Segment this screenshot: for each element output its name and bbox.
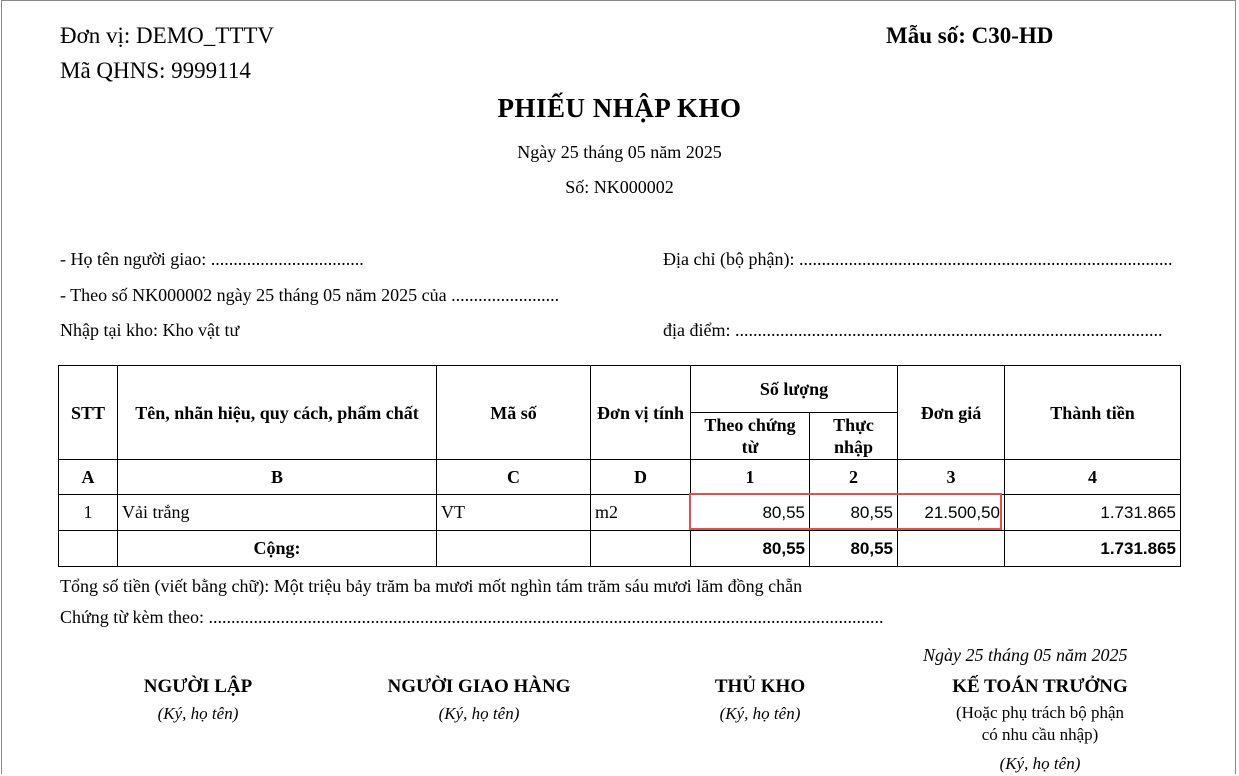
preparer-note: (Ký, họ tên) [157, 704, 239, 723]
total-row [59, 531, 1181, 567]
col-letter: C [437, 460, 591, 495]
col-letter: D [591, 460, 691, 495]
signature-deliverer [358, 676, 600, 724]
storekeeper-note: (Ký, họ tên) [719, 704, 801, 723]
total-unit-empty [591, 531, 691, 567]
row-code: VT [437, 495, 591, 531]
accountant-extra-2: có nhu cầu nhập) [981, 725, 1099, 744]
location-line: địa điểm: ............................................................................................... [663, 320, 1163, 340]
form-code: Mẫu số: C30-HD [886, 23, 1054, 48]
col-letter: 2 [810, 460, 898, 495]
address-line: Địa chỉ (bộ phận): ................................................................................... [663, 249, 1173, 269]
row-qty-actual: 80,55 [810, 495, 898, 531]
column-letters-row [59, 460, 1181, 495]
col-letter: A [59, 460, 118, 495]
preparer-title: NGƯỜI LẬP [143, 676, 253, 697]
total-qty-actual: 80,55 [810, 531, 898, 567]
unit-name: Đơn vị: DEMO_TTTV [60, 23, 275, 48]
header-amount: Thành tiền [1005, 366, 1181, 460]
header-quantity: Số lượng [691, 366, 898, 413]
items-table [58, 365, 1181, 567]
deliverer-line: - Họ tên người giao: .................................. [60, 249, 364, 269]
total-amount: 1.731.865 [1005, 531, 1181, 567]
header-unit: Đơn vị tính [591, 366, 691, 460]
attached-docs: Chứng từ kèm theo: ...................................................................................................................................................... [60, 607, 884, 627]
total-code-empty [437, 531, 591, 567]
row-amount: 1.731.865 [1005, 495, 1181, 531]
table-row [59, 495, 1181, 531]
document-title: PHIẾU NHẬP KHO [497, 93, 742, 123]
reference-line: - Theo số NK000002 ngày 25 tháng 05 năm 2025 của ........................ [60, 285, 560, 305]
total-qty-doc: 80,55 [691, 531, 810, 567]
header-price: Đơn giá [898, 366, 1005, 460]
amount-in-words: Tổng số tiền (viết bằng chữ): Một triệu bảy trăm ba mươi mốt nghìn tám trăm sáu mươi lăm đồng chẵn [60, 576, 803, 596]
deliverer-title: NGƯỜI GIAO HÀNG [387, 676, 571, 697]
accountant-title: KẾ TOÁN TRƯỞNG [952, 676, 1128, 697]
total-label: Cộng: [118, 531, 437, 567]
document-date: Ngày 25 tháng 05 năm 2025 [517, 142, 722, 162]
signature-storekeeper [660, 676, 860, 724]
total-price-empty [898, 531, 1005, 567]
accountant-extra-1: (Hoặc phụ trách bộ phận [955, 703, 1125, 722]
row-name: Vải trắng [118, 495, 437, 531]
qhns-code: Mã QHNS: 9999114 [60, 58, 251, 83]
signature-accountant [920, 676, 1160, 774]
accountant-note: (Ký, họ tên) [999, 754, 1081, 773]
col-letter: B [118, 460, 437, 495]
col-letter: 4 [1005, 460, 1181, 495]
signature-preparer [98, 676, 298, 724]
sign-date: Ngày 25 tháng 05 năm 2025 [923, 645, 1128, 665]
header-name: Tên, nhãn hiệu, quy cách, phẩm chất [118, 366, 437, 460]
document-number: Số: NK000002 [565, 177, 674, 197]
row-price: 21.500,50 [898, 495, 1005, 531]
warehouse-line: Nhập tại kho: Kho vật tư [60, 320, 240, 340]
total-stt-empty [59, 531, 118, 567]
row-stt: 1 [59, 495, 118, 531]
storekeeper-title: THỦ KHO [714, 676, 806, 697]
header-qty-doc: Theo chứng từ [691, 413, 810, 460]
row-unit: m2 [591, 495, 691, 531]
row-qty-doc: 80,55 [691, 495, 810, 531]
col-letter: 3 [898, 460, 1005, 495]
col-letter: 1 [691, 460, 810, 495]
header-stt: STT [59, 366, 118, 460]
deliverer-note: (Ký, họ tên) [438, 704, 520, 723]
header-code: Mã số [437, 366, 591, 460]
header-qty-actual: Thực nhập [810, 413, 898, 460]
